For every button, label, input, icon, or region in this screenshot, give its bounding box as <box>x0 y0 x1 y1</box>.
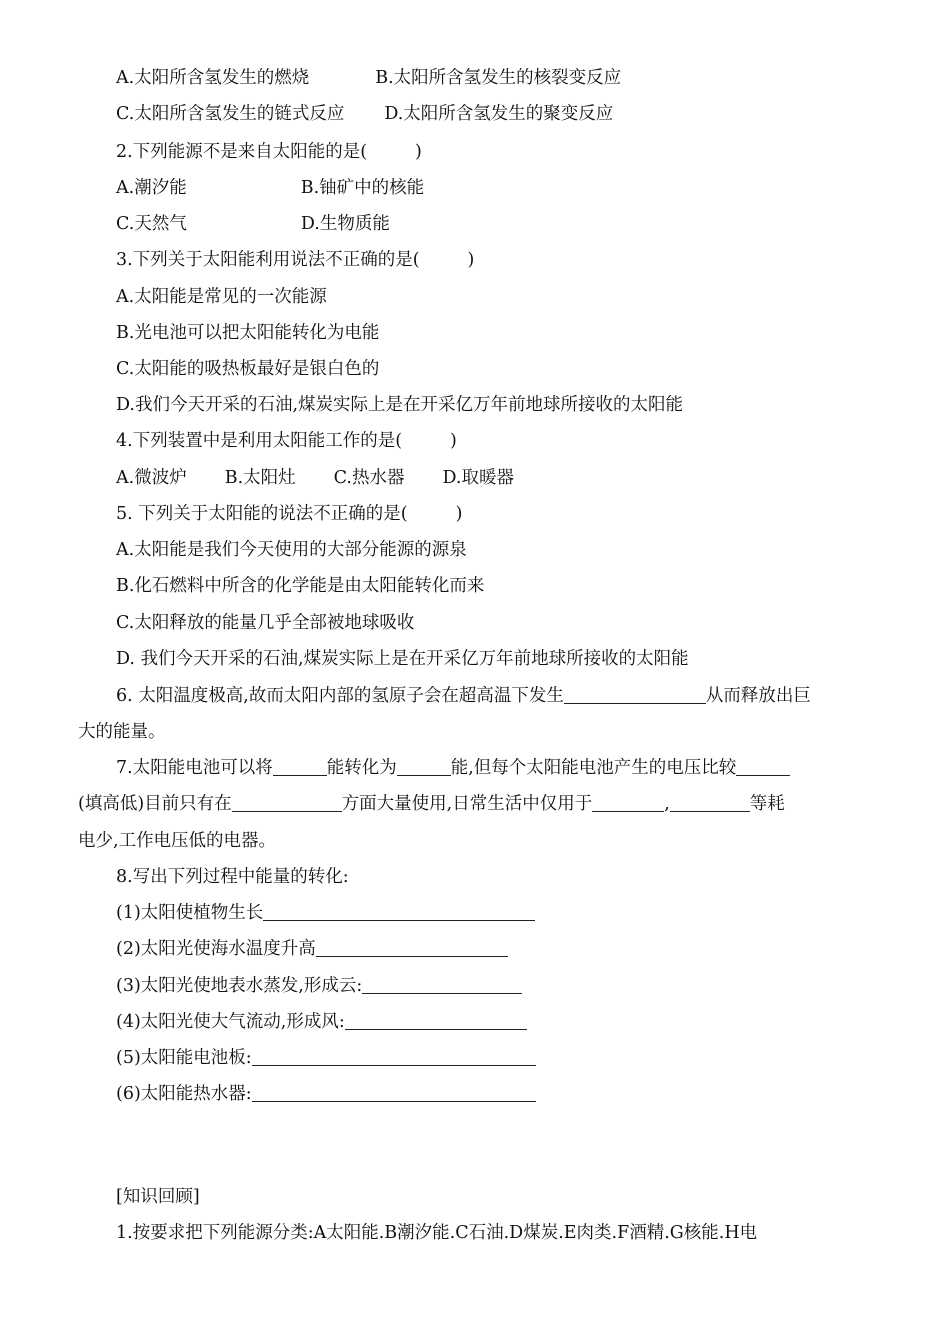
q3-paren-close: ) <box>467 250 475 270</box>
q2-stem <box>116 140 422 164</box>
q8-blank-5[interactable] <box>252 1047 536 1066</box>
q7-blank-1[interactable] <box>273 757 327 776</box>
q7-blank-3[interactable] <box>736 757 790 776</box>
q8-item-1 <box>116 901 535 925</box>
q4-stem-text: 4.下列装置中是利用太阳能工作的是( <box>116 431 403 451</box>
q2-option-c: C.天然气 <box>116 214 187 234</box>
q8-stem: 8.写出下列过程中能量的转化: <box>116 867 349 887</box>
q4-option-b: B.太阳灶 <box>224 468 296 488</box>
q8-item-1-text: (1)太阳使植物生长 <box>116 903 264 923</box>
q1-option-c: C.太阳所含氢发生的链式反应 <box>116 104 345 124</box>
q7-text-1: 7.太阳能电池可以将 <box>116 758 273 778</box>
q6-line-1 <box>116 684 811 708</box>
q8-item-2-text: (2)太阳光使海水温度升高 <box>116 939 316 959</box>
q5-option-a: A.太阳能是我们今天使用的大部分能源的源泉 <box>116 540 467 560</box>
q2-option-b: B.铀矿中的核能 <box>300 178 425 198</box>
q3-stem <box>116 248 474 272</box>
q6-text-1: 6. 太阳温度极高,故而太阳内部的氢原子会在超高温下发生 <box>116 686 564 706</box>
q1-option-row-1 <box>116 66 621 90</box>
q4-option-row <box>116 466 514 490</box>
q3-option-a: A.太阳能是常见的一次能源 <box>116 287 327 307</box>
q7-blank-2[interactable] <box>397 757 451 776</box>
q5-option-c: C.太阳释放的能量几乎全部被地球吸收 <box>116 613 415 633</box>
q8-item-6-text: (6)太阳能热水器: <box>116 1084 252 1104</box>
q7-blank-5[interactable] <box>592 793 664 812</box>
q7-text-3: 能,但每个太阳能电池产生的电压比较 <box>450 758 737 778</box>
q8-item-5-text: (5)太阳能电池板: <box>116 1048 252 1068</box>
q8-item-3-text: (3)太阳光使地表水蒸发,形成云: <box>116 976 363 996</box>
q8-item-6 <box>116 1082 536 1106</box>
q8-blank-6[interactable] <box>252 1083 536 1102</box>
q7-text-4: (填高低)目前只有在 <box>78 794 232 814</box>
q4-option-d: D.取暖器 <box>442 468 514 488</box>
q6-blank[interactable] <box>564 685 706 704</box>
q2-option-row-1 <box>116 176 424 200</box>
q6-text-2: 从而释放出巨 <box>705 686 811 706</box>
q8-item-5 <box>116 1046 536 1070</box>
q5-stem-text: 5. 下列关于太阳能的说法不正确的是( <box>116 504 408 524</box>
q8-item-2 <box>116 937 508 961</box>
q7-blank-6[interactable] <box>670 793 750 812</box>
q4-stem <box>116 429 457 453</box>
review-q1: 1.按要求把下列能源分类:A太阳能.B潮汐能.C石油.D煤炭.E肉类.F酒精.G核能.H电 <box>116 1223 758 1243</box>
q1-option-b: B.太阳所含氢发生的核裂变反应 <box>375 68 622 88</box>
review-heading: [知识回顾] <box>116 1187 200 1207</box>
q5-option-d: D. 我们今天开采的石油,煤炭实际上是在开采亿万年前地球所接收的太阳能 <box>116 649 689 669</box>
q4-paren-close: ) <box>450 431 457 451</box>
q7-text-2: 能转化为 <box>326 758 397 778</box>
q1-option-d: D.太阳所含氢发生的聚变反应 <box>384 104 614 124</box>
q2-option-d: D.生物质能 <box>300 214 390 234</box>
q6-line-2: 大的能量。 <box>78 722 166 742</box>
q5-paren-close: ) <box>455 504 463 524</box>
q7-blank-4[interactable] <box>232 793 342 812</box>
q2-stem-text: 2.下列能源不是来自太阳能的是( <box>116 142 368 162</box>
q4-option-c: C.热水器 <box>333 468 405 488</box>
q8-item-3 <box>116 974 522 998</box>
q3-option-d: D.我们今天开采的石油,煤炭实际上是在开采亿万年前地球所接收的太阳能 <box>116 395 684 415</box>
q5-stem <box>116 502 462 526</box>
q1-option-row-2 <box>116 102 613 126</box>
q7-text-5: 方面大量使用,日常生活中仅用于 <box>341 794 593 814</box>
q7-text-6: , <box>664 794 670 814</box>
q2-option-row-2 <box>116 212 390 236</box>
q4-option-a: A.微波炉 <box>116 468 187 488</box>
q8-blank-3[interactable] <box>362 975 522 994</box>
q7-text-7: 等耗 <box>749 794 785 814</box>
q5-option-b: B.化石燃料中所含的化学能是由太阳能转化而来 <box>116 576 485 596</box>
q8-item-4-text: (4)太阳光使大气流动,形成风: <box>116 1012 345 1032</box>
q1-option-a: A.太阳所含氢发生的燃烧 <box>116 68 310 88</box>
q3-stem-text: 3.下列关于太阳能利用说法不正确的是( <box>116 250 420 270</box>
q3-option-c: C.太阳能的吸热板最好是银白色的 <box>116 359 380 379</box>
q8-blank-4[interactable] <box>345 1011 527 1030</box>
q7-line-3: 电少,工作电压低的电器。 <box>78 831 277 851</box>
q2-option-a: A.潮汐能 <box>116 178 187 198</box>
q8-item-4 <box>116 1010 527 1034</box>
q8-blank-1[interactable] <box>263 902 535 921</box>
q8-blank-2[interactable] <box>316 938 508 957</box>
q3-option-b: B.光电池可以把太阳能转化为电能 <box>116 323 380 343</box>
q7-line-1 <box>116 756 790 780</box>
q2-paren-close: ) <box>415 142 422 162</box>
q7-line-2 <box>78 792 785 816</box>
